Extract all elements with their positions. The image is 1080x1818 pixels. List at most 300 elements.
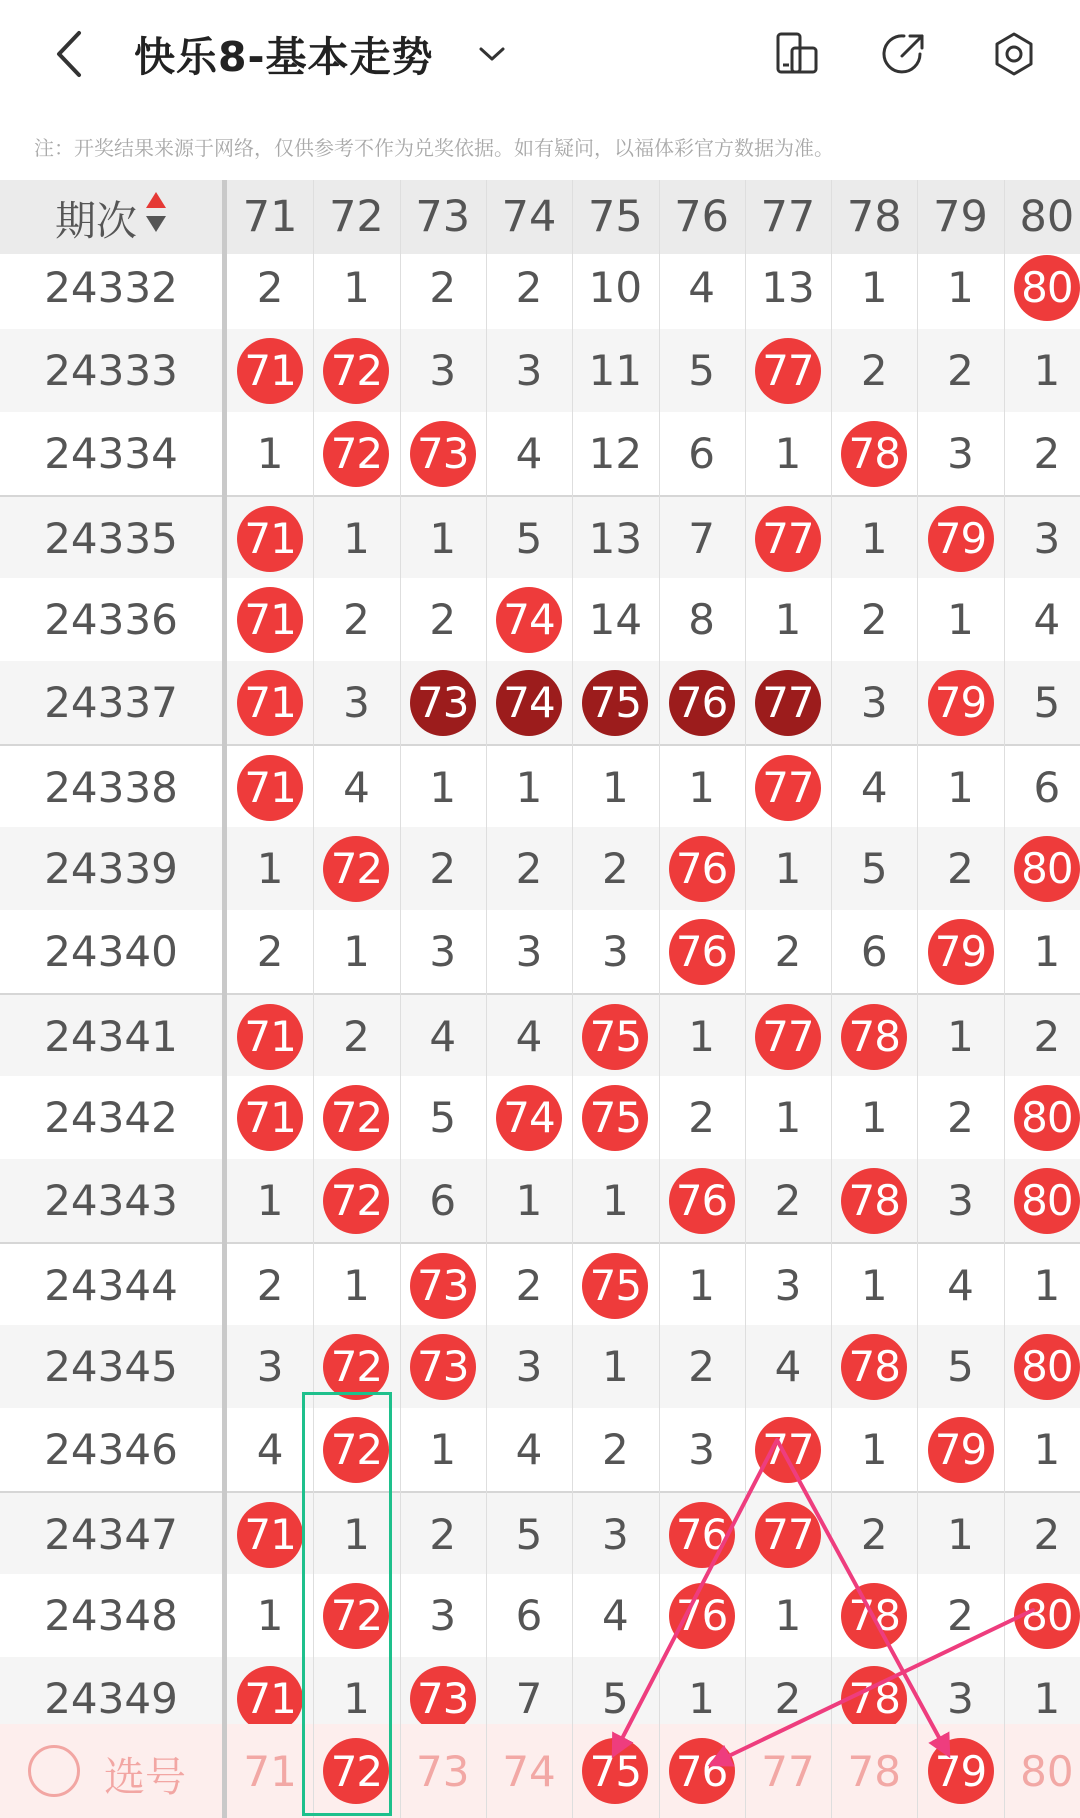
omission-count-cell: 11 [588,346,643,395]
draw-ball-cell [831,1325,917,1408]
table-row [0,1491,1080,1574]
drawn-number-ball: 76 [669,836,735,902]
period-header[interactable] [0,180,222,254]
draw-ball-cell [227,329,313,412]
omission-count-cell: 1 [947,1510,974,1559]
draw-ball-cell [572,1076,658,1159]
draw-ball-cell [745,661,831,744]
omission-count-cell: 2 [256,1261,284,1310]
omission-count-cell: 2 [1033,429,1061,478]
select-number-74[interactable]: 74 [502,1746,556,1796]
drawn-number-ball: 72 [323,1583,389,1649]
omission-count-cell: 1 [429,514,457,563]
omission-count-cell: 1 [860,514,888,563]
omission-count-cell: 5 [1033,678,1061,727]
omission-count-cell: 3 [947,1674,974,1723]
period-number: 24348 [44,1591,178,1640]
table-row [0,1574,1080,1657]
period-number: 24341 [44,1012,178,1061]
select-number-row[interactable] [0,1724,1080,1818]
table-row [0,827,1080,910]
drawn-number-ball: 71 [237,1004,303,1070]
omission-count-cell: 2 [860,346,888,395]
omission-count-cell: 4 [515,429,543,478]
omission-count-cell: 5 [515,1510,543,1559]
drawn-number-ball: 79 [928,1417,994,1483]
draw-ball-cell [831,412,917,495]
selected-number-ball[interactable]: 76 [669,1738,735,1804]
omission-count-cell: 6 [1033,763,1061,812]
drawn-number-ball: 75 [582,1253,648,1319]
omission-count-cell: 2 [947,1093,974,1142]
select-label[interactable]: 选号 [104,1753,186,1801]
column-divider [572,180,573,1818]
selected-number-ball[interactable]: 75 [582,1738,648,1804]
drawn-number-ball: 78 [841,1583,907,1649]
draw-ball-cell [486,1076,572,1159]
omission-count-cell: 1 [343,1674,370,1723]
draw-ball-cell [486,578,572,661]
omission-count-cell: 5 [947,1342,974,1391]
drawn-number-ball: 72 [323,421,389,487]
period-header-label: 期次 [55,196,137,245]
select-number-78[interactable]: 78 [847,1746,901,1796]
omission-count-cell: 2 [515,844,543,893]
omission-count-cell: 2 [774,927,802,976]
period-number: 24339 [44,844,178,893]
drawn-number-ball: 75 [582,1085,648,1151]
omission-count-cell: 2 [688,1342,716,1391]
drawn-number-ball: 78 [841,1168,907,1234]
omission-count-cell: 3 [515,927,543,976]
omission-count-cell: 2 [601,1425,629,1474]
omission-count-cell: 2 [1033,1012,1061,1061]
omission-count-cell: 6 [429,1176,457,1225]
draw-ball-cell [745,329,831,412]
settings-icon[interactable] [984,24,1044,84]
omission-count-cell: 2 [1033,1510,1061,1559]
omission-count-cell: 1 [429,763,457,812]
omission-count-cell: 2 [774,1674,802,1723]
omission-count-cell: 1 [688,1012,716,1061]
period-number: 24349 [44,1674,178,1723]
column-header-73: 73 [415,192,471,242]
omission-count-cell: 1 [774,595,802,644]
share-icon[interactable] [874,24,934,84]
omission-count-cell: 12 [588,429,643,478]
trend-table [0,180,1080,1818]
omission-count-cell: 3 [947,429,974,478]
omission-count-cell: 2 [429,263,457,312]
draw-ball-cell [745,1493,831,1576]
omission-count-cell: 2 [774,1176,802,1225]
draw-ball-cell [572,1244,658,1327]
draw-ball-cell [659,910,745,993]
drawn-number-ball: 79 [928,919,994,985]
page-title[interactable]: 快乐8-基本走势 [134,33,434,81]
drawn-number-ball: 72 [323,338,389,404]
select-number-76[interactable] [659,1724,745,1818]
omission-count-cell: 1 [515,1176,543,1225]
omission-count-cell: 4 [601,1591,629,1640]
drawn-number-ball: 80 [1014,1583,1080,1649]
omission-count-cell: 3 [601,1510,629,1559]
draw-ball-cell [486,661,572,744]
column-divider [1004,180,1005,1818]
draw-ball-cell [659,1574,745,1657]
chevron-left-icon [51,29,85,79]
omission-count-cell: 3 [429,1591,457,1640]
draw-ball-cell [227,661,313,744]
drawn-number-ball: 76 [669,1583,735,1649]
drawn-number-ball: 77 [755,1004,821,1070]
period-number: 24346 [44,1425,178,1474]
column-header-77: 77 [760,192,816,242]
table-row [0,1159,1080,1242]
omission-count-cell: 3 [774,1261,802,1310]
drawn-number-ball: 78 [841,1004,907,1070]
omission-count-cell: 1 [688,763,716,812]
omission-count-cell: 2 [429,844,457,893]
draw-ball-cell [313,1076,399,1159]
drawn-number-ball: 80 [1014,1168,1080,1234]
omission-count-cell: 1 [860,1261,888,1310]
omission-count-cell: 1 [688,1674,716,1723]
draw-ball-cell [917,910,1003,993]
table-row [0,1242,1080,1325]
drawn-number-ball: 74 [496,1085,562,1151]
period-number: 24340 [44,927,178,976]
draw-ball-cell [659,1493,745,1576]
omission-count-cell: 1 [947,1012,974,1061]
drawn-number-ball: 73 [410,1334,476,1400]
omission-count-cell: 3 [860,678,888,727]
omission-count-cell: 1 [774,429,802,478]
omission-count-cell: 13 [588,514,643,563]
column-divider [831,180,832,1818]
drawn-number-ball: 80 [1014,1085,1080,1151]
drawn-number-ball: 73 [410,1666,476,1732]
omission-count-cell: 7 [515,1674,543,1723]
draw-ball-cell [227,995,313,1078]
sort-icon[interactable] [145,190,167,244]
period-number: 24347 [44,1510,178,1559]
omission-count-cell: 1 [429,1425,457,1474]
omission-count-cell: 1 [515,763,543,812]
drawn-number-ball: 74 [496,587,562,653]
period-column-separator [222,180,227,1818]
period-number: 24338 [44,763,178,812]
period-number: 24335 [44,514,178,563]
omission-count-cell: 5 [860,844,888,893]
omission-count-cell: 3 [343,678,370,727]
omission-count-cell: 4 [947,1261,974,1310]
period-number: 24332 [44,263,178,312]
drawn-number-ball: 77 [755,506,821,572]
period-number: 24336 [44,595,178,644]
omission-count-cell: 10 [588,263,643,312]
drawn-number-ball: 77 [755,670,821,736]
omission-count-cell: 8 [688,595,716,644]
omission-count-cell: 6 [515,1591,543,1640]
draw-ball-cell [400,1244,486,1327]
draw-ball-cell [745,746,831,829]
period-number: 24333 [44,346,178,395]
draw-ball-cell [1004,246,1080,329]
omission-count-cell: 6 [860,927,888,976]
omission-count-cell: 4 [256,1425,284,1474]
draw-ball-cell [572,995,658,1078]
omission-count-cell: 1 [256,429,284,478]
omission-count-cell: 1 [947,763,974,812]
draw-ball-cell [745,497,831,580]
omission-count-cell: 5 [515,514,543,563]
omission-count-cell: 1 [1033,1674,1061,1723]
omission-count-cell: 2 [343,1012,370,1061]
column-divider [486,180,487,1818]
app-header [0,0,1080,108]
drawn-number-ball: 73 [410,1253,476,1319]
omission-count-cell: 3 [688,1425,716,1474]
table-row [0,1408,1080,1491]
omission-count-cell: 7 [688,514,716,563]
draw-ball-cell [831,995,917,1078]
drawn-number-ball: 77 [755,1502,821,1568]
drawn-number-ball: 72 [323,1417,389,1483]
table-header [0,180,1080,254]
draw-ball-cell [313,329,399,412]
omission-count-cell: 1 [601,1176,629,1225]
select-number-73[interactable]: 73 [416,1746,470,1796]
table-row [0,495,1080,578]
draw-ball-cell [1004,1325,1080,1408]
omission-count-cell: 2 [429,1510,457,1559]
select-number-79[interactable] [917,1724,1003,1818]
table-row [0,993,1080,1076]
draw-ball-cell [659,827,745,910]
column-divider [745,180,746,1818]
draw-ball-cell [745,1408,831,1491]
draw-ball-cell [1004,827,1080,910]
draw-ball-cell [745,995,831,1078]
draw-ball-cell [572,661,658,744]
drawn-number-ball: 72 [323,836,389,902]
column-header-75: 75 [587,192,643,242]
omission-count-cell: 1 [860,1425,888,1474]
drawn-number-ball: 78 [841,1666,907,1732]
table-row [0,1076,1080,1159]
period-number: 24345 [44,1342,178,1391]
drawn-number-ball: 72 [323,1334,389,1400]
column-header-79: 79 [933,192,988,242]
drawn-number-ball: 80 [1014,255,1080,321]
drawn-number-ball: 77 [755,338,821,404]
omission-count-cell: 13 [761,263,815,312]
period-number: 24344 [44,1261,178,1310]
omission-count-cell: 1 [343,1261,370,1310]
omission-count-cell: 2 [515,1261,543,1310]
omission-count-cell: 3 [256,1342,284,1391]
omission-count-cell: 2 [256,263,284,312]
omission-count-cell: 1 [774,1093,802,1142]
omission-count-cell: 4 [515,1012,543,1061]
omission-count-cell: 1 [256,1176,284,1225]
draw-ball-cell [917,1408,1003,1491]
drawn-number-ball: 76 [669,670,735,736]
omission-count-cell: 1 [1033,1425,1061,1474]
drawn-number-ball: 76 [669,1502,735,1568]
select-number-80[interactable]: 80 [1020,1746,1074,1796]
draw-ball-cell [400,412,486,495]
omission-count-cell: 1 [860,263,888,312]
omission-count-cell: 2 [343,595,370,644]
drawn-number-ball: 79 [928,506,994,572]
draw-ball-cell [227,746,313,829]
drawn-number-ball: 71 [237,506,303,572]
omission-count-cell: 1 [1033,927,1061,976]
omission-count-cell: 4 [774,1342,802,1391]
select-number-75[interactable] [572,1724,658,1818]
omission-count-cell: 5 [601,1674,629,1723]
period-number: 24337 [44,678,178,727]
drawn-number-ball: 73 [410,670,476,736]
draw-ball-cell [1004,1574,1080,1657]
omission-count-cell: 1 [947,263,974,312]
omission-count-cell: 1 [947,595,974,644]
drawn-number-ball: 77 [755,1417,821,1483]
selected-number-ball[interactable]: 72 [323,1738,389,1804]
draw-ball-cell [227,497,313,580]
draw-ball-cell [659,1159,745,1242]
draw-ball-cell [313,412,399,495]
select-number-77[interactable]: 77 [761,1746,815,1796]
omission-count-cell: 2 [947,1591,974,1640]
omission-count-cell: 2 [860,595,888,644]
omission-count-cell: 14 [588,595,643,644]
omission-count-cell: 4 [688,263,716,312]
drawn-number-ball: 80 [1014,1334,1080,1400]
omission-count-cell: 1 [860,1093,888,1142]
drawn-number-ball: 73 [410,421,476,487]
omission-count-cell: 3 [429,346,457,395]
omission-count-cell: 1 [343,263,370,312]
drawn-number-ball: 76 [669,1168,735,1234]
selected-number-ball[interactable]: 79 [928,1738,994,1804]
draw-ball-cell [313,827,399,910]
draw-ball-cell [831,1159,917,1242]
draw-ball-cell [917,497,1003,580]
drawn-number-ball: 76 [669,919,735,985]
omission-count-cell: 4 [343,763,370,812]
period-number: 24334 [44,429,178,478]
table-row [0,1325,1080,1408]
column-header-74: 74 [501,192,557,242]
draw-ball-cell [313,1159,399,1242]
column-divider [917,180,918,1818]
omission-count-cell: 1 [774,1591,802,1640]
select-number-71[interactable]: 71 [243,1746,297,1796]
drawn-number-ball: 71 [237,1085,303,1151]
drawn-number-ball: 79 [928,670,994,736]
omission-count-cell: 5 [688,346,716,395]
chevron-down-icon[interactable] [472,34,512,74]
omission-count-cell: 3 [515,346,543,395]
omission-count-cell: 4 [860,763,888,812]
drawn-number-ball: 72 [323,1168,389,1234]
omission-count-cell: 5 [429,1093,457,1142]
omission-count-cell: 1 [256,1591,284,1640]
draw-ball-cell [917,661,1003,744]
draw-ball-cell [227,1076,313,1159]
omission-count-cell: 2 [688,1093,716,1142]
omission-count-cell: 1 [1033,1261,1061,1310]
omission-count-cell: 2 [515,263,543,312]
omission-count-cell: 1 [1033,346,1061,395]
drawn-number-ball: 71 [237,755,303,821]
omission-count-cell: 1 [256,844,284,893]
omission-count-cell: 2 [256,927,284,976]
omission-count-cell: 1 [343,1510,370,1559]
omission-count-cell: 2 [860,1510,888,1559]
drawn-number-ball: 71 [237,1666,303,1732]
omission-count-cell: 3 [601,927,629,976]
draw-ball-cell [1004,1076,1080,1159]
column-divider [659,180,660,1818]
draw-ball-cell [400,1325,486,1408]
column-header-76: 76 [674,192,729,242]
omission-count-cell: 1 [601,1342,629,1391]
drawn-number-ball: 71 [237,670,303,736]
omission-count-cell: 3 [429,927,457,976]
draw-ball-cell [227,578,313,661]
drawn-number-ball: 72 [323,1085,389,1151]
draw-ball-cell [831,1574,917,1657]
layout-switch-icon[interactable] [766,24,826,84]
omission-count-cell: 4 [1033,595,1061,644]
draw-ball-cell [400,661,486,744]
drawn-number-ball: 71 [237,338,303,404]
omission-count-cell: 6 [688,429,716,478]
drawn-number-ball: 78 [841,1334,907,1400]
omission-count-cell: 1 [343,927,370,976]
omission-count-cell: 4 [515,1425,543,1474]
omission-count-cell: 1 [601,763,629,812]
omission-count-cell: 3 [515,1342,543,1391]
draw-ball-cell [1004,1159,1080,1242]
period-number: 24342 [44,1093,178,1142]
omission-count-cell: 2 [429,595,457,644]
omission-count-cell: 1 [774,844,802,893]
table-row [0,578,1080,661]
omission-count-cell: 4 [429,1012,457,1061]
table-row [0,329,1080,412]
drawn-number-ball: 75 [582,1004,648,1070]
table-row [0,246,1080,329]
back-button[interactable] [40,20,96,88]
omission-count-cell: 2 [947,346,974,395]
omission-count-cell: 2 [601,844,629,893]
select-radio[interactable] [28,1745,80,1797]
omission-count-cell: 1 [688,1261,716,1310]
table-row [0,661,1080,744]
omission-count-cell: 3 [947,1176,974,1225]
drawn-number-ball: 78 [841,421,907,487]
drawn-number-ball: 71 [237,1502,303,1568]
column-header-80: 80 [1019,192,1075,242]
drawn-number-ball: 77 [755,755,821,821]
column-header-72: 72 [329,192,384,242]
drawn-number-ball: 75 [582,670,648,736]
